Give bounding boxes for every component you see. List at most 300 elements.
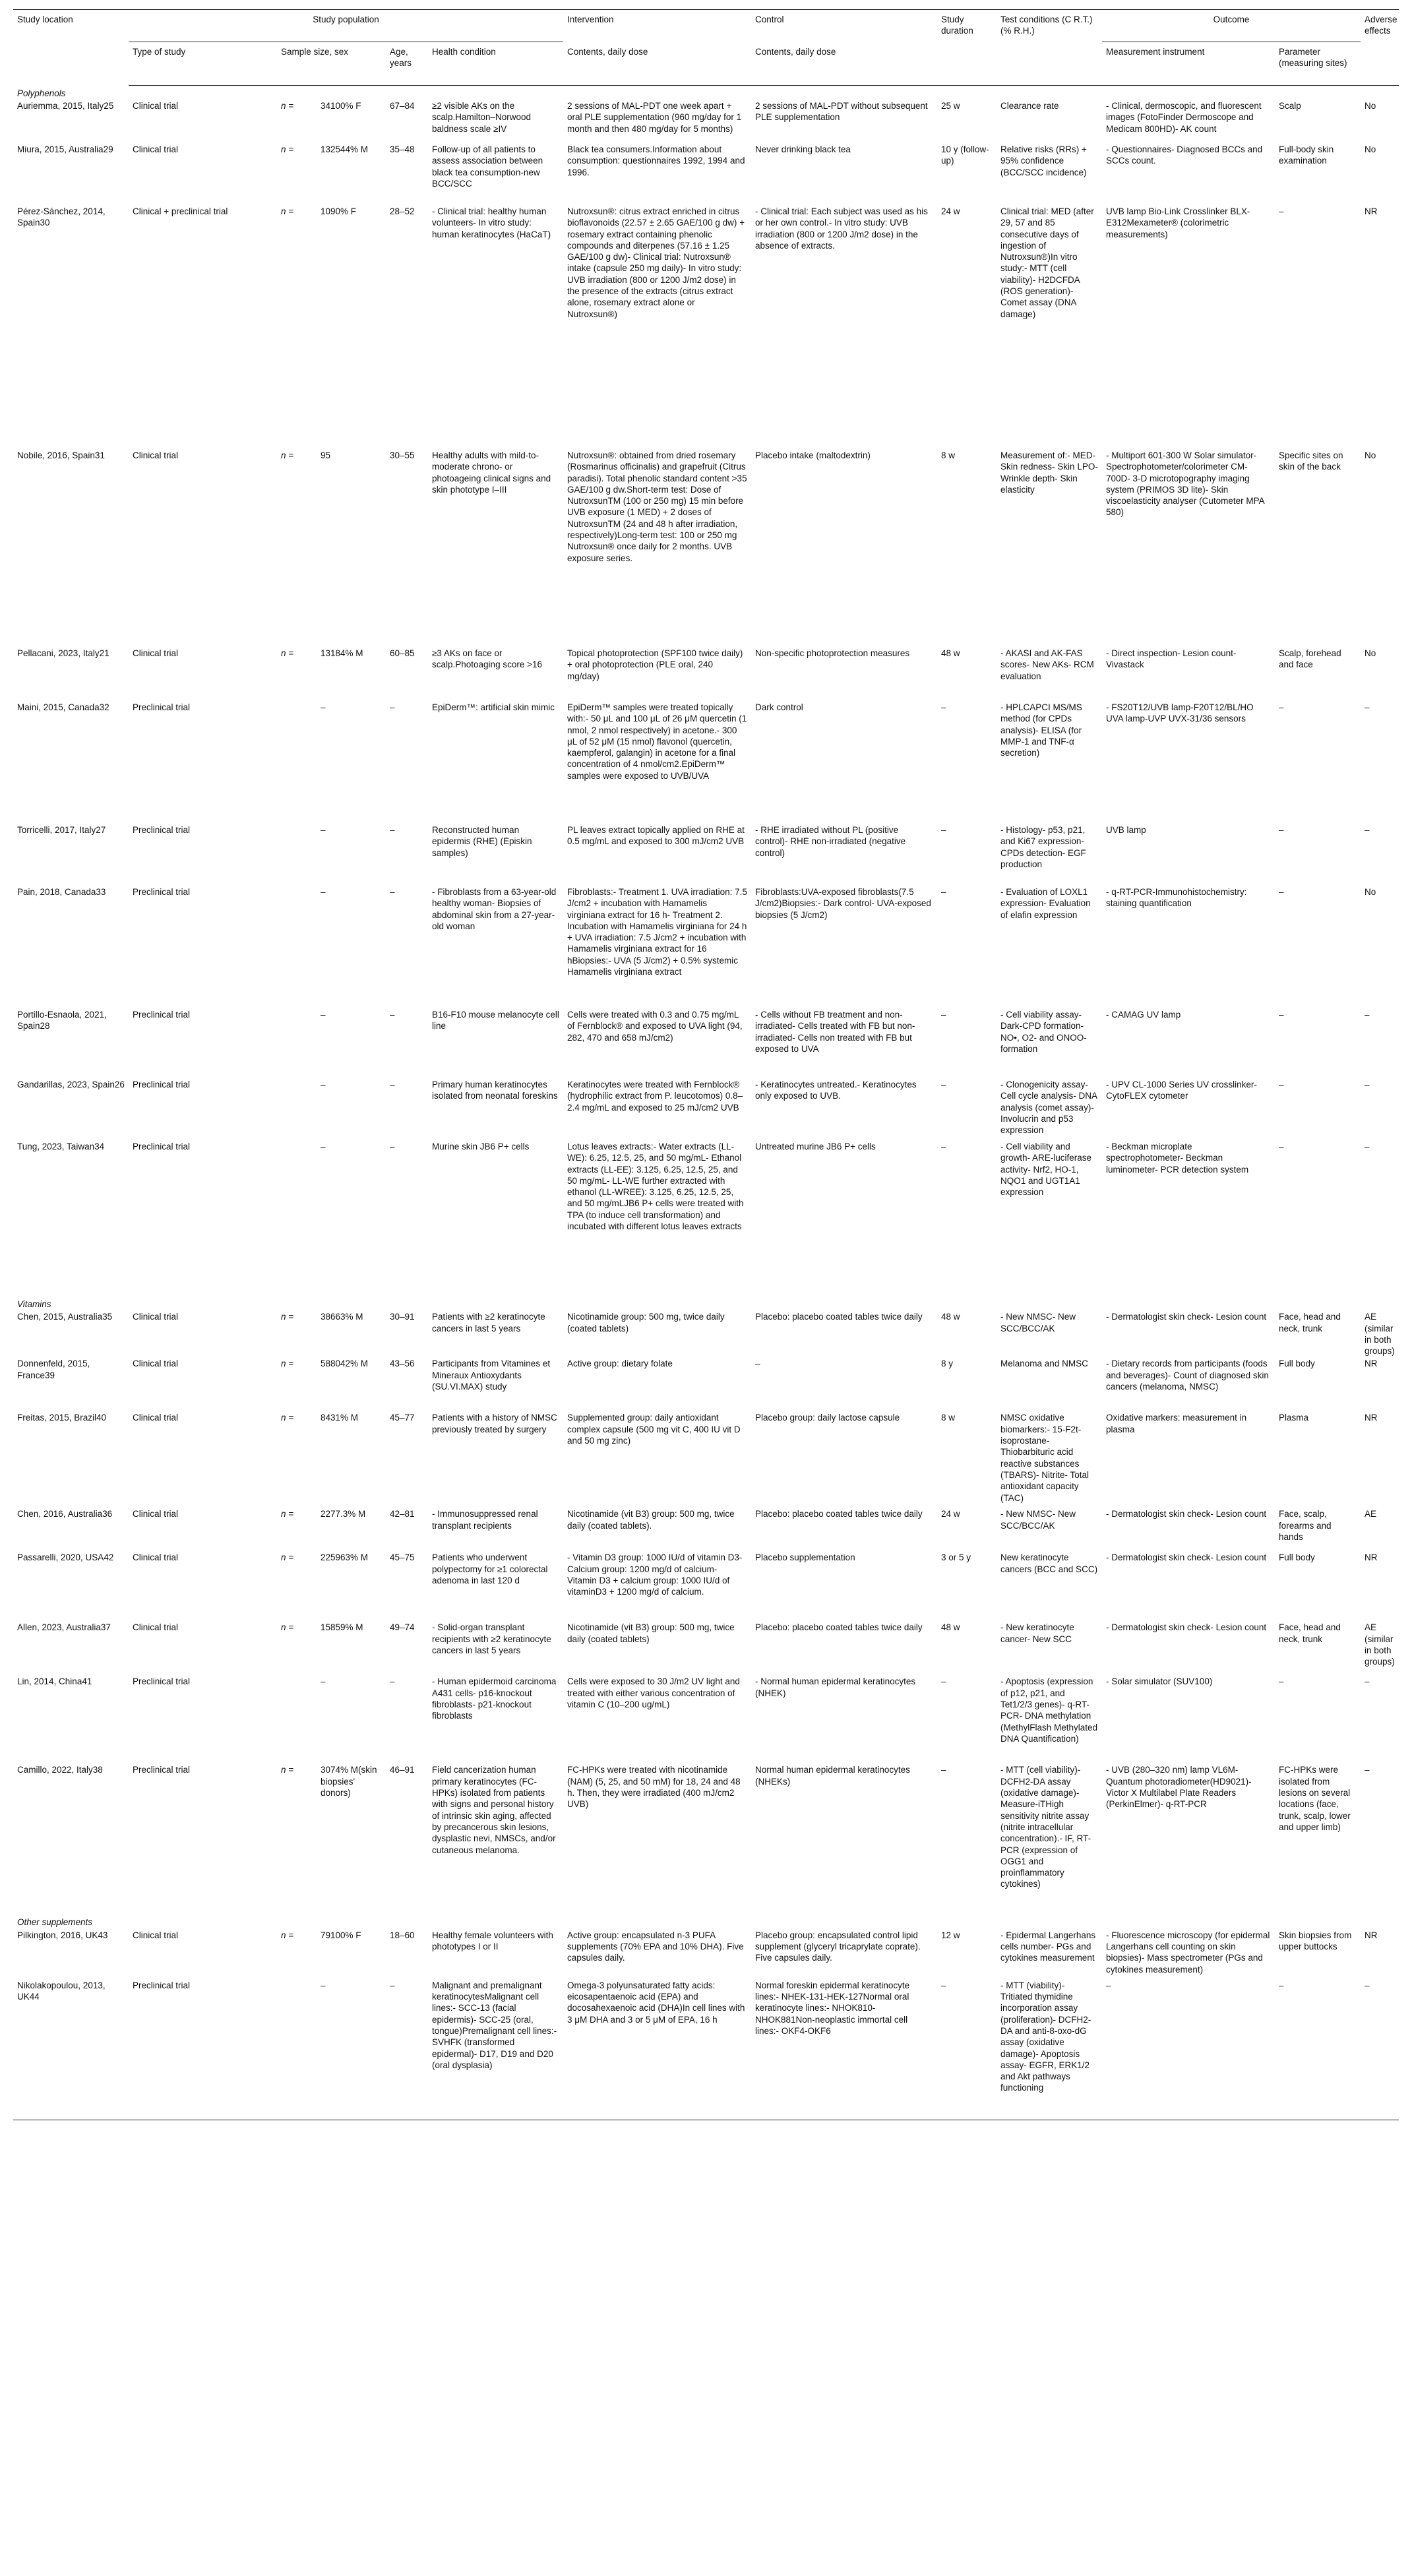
sample-size-value: 95: [321, 450, 331, 460]
control-cell: Placebo: placebo coated tables twice daily: [755, 1622, 923, 1633]
age-cell: 46–91: [390, 1765, 415, 1775]
adverse-effects-cell: No: [1365, 886, 1376, 897]
study-duration-cell: –: [941, 1765, 946, 1775]
parameter-cell: FC-HPKs were isolated from lesions on several locations (face, trunk, scalp, lower and upper limb): [1279, 1765, 1351, 1832]
intervention-cell: EpiDerm™ samples were treated topically with:- 50 μL and 100 μL of 26 μM quercetin (1 nmol, 2 nmol respectively) in acetone.- 300 μL of 52 μM (15 nmol) flavonol (quercetin, kaempferol, galangin) in acetone for a final concentration of 4 nmol/cm2.EpiDerm™ samples were exposed to UVB/UVA: [567, 702, 747, 781]
age-cell: –: [390, 1079, 395, 1089]
table-row: [13, 885, 1399, 1008]
control-cell: 2 sessions of MAL-PDT without subsequent PLE supplementation: [755, 100, 928, 123]
sample-size-cell: [277, 448, 386, 646]
table-row: [13, 1507, 1399, 1550]
intervention-cell: Cells were exposed to 30 J/m2 UV light and treated with either various concentration of vitamin C (10–200 ug/mL): [567, 1676, 740, 1710]
study-location-cell: Portillo-Esnaola, 2021, Spain28: [17, 1009, 107, 1031]
sample-size-value: 225963% M: [321, 1552, 369, 1563]
health-condition-cell: - Human epidermoid carcinoma A431 cells- p16-knockout fibroblasts- p21-knockout fibroblasts: [432, 1676, 557, 1721]
test-conditions-cell: - Cell viability assay- Dark-CPD formation- NO•, O2- and ONOO- formation: [1000, 1009, 1087, 1054]
control-cell: Placebo: placebo coated tables twice daily: [755, 1312, 923, 1322]
control-cell: - Cells without FB treatment and non-irradiated- Cells treated with FB but non-irradiated- Cells non treated with FB but exposed to UVA: [755, 1009, 915, 1054]
measurement-instrument-cell: - Beckman microplate spectrophotometer- Beckman luminometer- PCR detection system: [1106, 1141, 1249, 1175]
sample-size-cell: [277, 1978, 386, 2120]
adverse-effects-cell: No: [1365, 648, 1376, 658]
test-conditions-cell: - AKASI and AK-FAS scores- New AKs- RCM evaluation: [1000, 648, 1094, 681]
adverse-effects-cell: –: [1365, 1009, 1370, 1020]
age-cell: 42–81: [390, 1509, 415, 1519]
measurement-instrument-cell: - FS20T12/UVB lamp-F20T12/BL/HO UVA lamp-UVP UVX-31/36 sensors: [1106, 702, 1254, 724]
measurement-instrument-cell: UVB lamp Bio-Link Crosslinker BLX-E312Mexameter® (colorimetric measurements): [1106, 206, 1250, 239]
adverse-effects-cell: –: [1365, 1141, 1370, 1151]
control-cell: Dark control: [755, 702, 803, 712]
age-cell: –: [386, 1978, 428, 2120]
health-condition-cell: ≥2 visible AKs on the scalp.Hamilton–Norwood baldness scale ≥IV: [432, 100, 532, 134]
table-row: [13, 1411, 1399, 1507]
measurement-instrument-cell: - Fluorescence microscopy (for epidermal Langerhans cell counting on skin biopsies)- Mass spectrometer (PGs and cytokines measurement): [1106, 1930, 1270, 1975]
study-duration-cell: 24 w: [941, 1509, 960, 1519]
measurement-instrument-cell: Oxidative markers: measurement in plasma: [1106, 1413, 1247, 1434]
measurement-instrument-cell: –: [1102, 1978, 1275, 2120]
measurement-instrument-cell: - Dermatologist skin check- Lesion count: [1106, 1622, 1267, 1633]
sample-n-label: [281, 886, 321, 898]
age-cell: 45–75: [390, 1552, 415, 1563]
type-of-study-cell: Preclinical trial: [133, 886, 191, 897]
age-cell: 30–55: [390, 450, 415, 460]
study-duration-cell: –: [941, 1141, 946, 1151]
sample-size-cell: [277, 1620, 386, 1674]
type-of-study-cell: Clinical trial: [133, 648, 179, 658]
health-condition-cell: Healthy adults with mild-to-moderate chrono- or photoageing clinical signs and skin phototype I–III: [432, 450, 551, 495]
health-condition-cell: Healthy female volunteers with phototypes I or II: [432, 1930, 553, 1952]
test-conditions-cell: - New NMSC- New SCC/BCC/AK: [1000, 1509, 1076, 1531]
sample-size-cell: [277, 1674, 386, 1763]
sample-size-cell: [277, 1763, 386, 1915]
intervention-cell: FC-HPKs were treated with nicotinamide (NAM) (5, 25, and 50 mM) for 18, 24 and 48 h. Then, they were irradiated (400 mJ/cm2 UVB): [567, 1765, 741, 1810]
test-conditions-cell: Measurement of:- MED- Skin redness- Skin LPO- Wrinkle depth- Skin elasticity: [1000, 450, 1098, 495]
study-location-cell: Auriemma, 2015, Italy25: [17, 100, 114, 111]
age-cell: –: [390, 1141, 395, 1151]
section-title: Other supplements: [17, 1917, 93, 1928]
study-duration-cell: –: [941, 1676, 946, 1687]
sample-n-label: [281, 1079, 321, 1090]
measurement-instrument-cell: UVB lamp: [1106, 824, 1146, 835]
type-of-study-cell: Clinical trial: [133, 1413, 179, 1423]
parameter-cell: –: [1279, 206, 1284, 216]
control-cell: Fibroblasts:UVA-exposed fibroblasts(7.5 J/cm2)Biopsies:- Dark control- UVA-exposed biopsies (5 J/cm2): [755, 886, 931, 920]
parameter-cell: –: [1279, 1676, 1284, 1687]
measurement-instrument-cell: - Direct inspection- Lesion count- Vivastack: [1106, 648, 1237, 670]
type-of-study-cell: Clinical trial: [133, 100, 179, 111]
sample-size-value: 15859% M: [321, 1622, 363, 1633]
header-study-duration: Study duration: [937, 10, 997, 42]
sample-size-value: –: [321, 824, 326, 835]
sample-n-label: [281, 824, 321, 836]
age-cell: 45–77: [390, 1413, 415, 1423]
control-cell: Placebo group: encapsulated control lipid supplement (glyceryl tricaprylate coprate). Five capsules daily.: [755, 1930, 921, 1963]
sample-size-cell: [277, 1310, 386, 1357]
health-condition-cell: Follow-up of all patients to assess association between black tea consumption-new BCC/SCC: [432, 144, 543, 189]
sample-n-label: [281, 1141, 321, 1152]
header-measurement-instrument: Measurement instrument: [1102, 42, 1275, 86]
table-row: [13, 142, 1399, 204]
parameter-cell: Plasma: [1279, 1413, 1309, 1423]
header-intervention: Intervention: [563, 10, 751, 42]
header-study-location: Study location: [13, 10, 129, 86]
parameter-cell: –: [1279, 702, 1284, 712]
sample-size-value: 132544% M: [321, 144, 369, 154]
health-condition-cell: - Immunosuppressed renal transplant recipients: [432, 1509, 538, 1531]
health-condition-cell: Participants from Vitamines et Mineraux Antioxydants (SU.VI.MAX) study: [432, 1359, 551, 1392]
test-conditions-cell: - New NMSC- New SCC/BCC/AK: [1000, 1312, 1076, 1334]
intervention-cell: Nicotinamide (vit B3) group: 500 mg, twice daily (coated tablets).: [567, 1509, 735, 1531]
sample-n-label: n =: [281, 1359, 294, 1369]
age-cell: 43–56: [390, 1359, 415, 1369]
control-cell: Normal human epidermal keratinocytes (NHEKs): [755, 1765, 910, 1787]
health-condition-cell: ≥3 AKs on face or scalp.Photoaging score >16: [432, 648, 542, 670]
sample-size-cell: [277, 1140, 386, 1297]
intervention-cell: Cells were treated with 0.3 and 0.75 mg/mL of Fernblock® and exposed to UVA light (94, 282, 470 and 658 mJ/cm2): [567, 1009, 743, 1043]
age-cell: –: [390, 824, 395, 835]
control-cell: Placebo: placebo coated tables twice daily: [755, 1509, 923, 1519]
age-cell: –: [390, 1676, 395, 1687]
parameter-cell: Specific sites on skin of the back: [1279, 450, 1343, 472]
test-conditions-cell: - Clonogenicity assay- Cell cycle analysis- DNA analysis (comet assay)- Involucrin and p53 expression: [1000, 1079, 1097, 1136]
header-parameter: Parameter (measuring sites): [1275, 42, 1361, 86]
intervention-cell: Omega-3 polyunsaturated fatty acids: eicosapentaenoic acid (EPA) and docosahexaenoic acid (DHA)In cell lines with 3 μM DHA and 3 or 5 μM of EPA, 16 h: [563, 1978, 751, 2120]
intervention-cell: Nutroxsun®: citrus extract enriched in citrus bioflavonoids (22.57 ± 2.65 GAE/100 g dw) + rosemary extract containing phenolic compounds and diterpenes (57.16 ± 1.25 GAE/100 g dw)- Clinical trial: Nutroxsun® intake (capsule 250 mg daily)- In vitro study: UVB irradiation (800 or 1200 J/m2 dose) in the presence of the extracts (citrus extract alone, rosemary extract alone or Nutroxsun®): [567, 206, 745, 319]
type-of-study-cell: Clinical trial: [133, 1552, 179, 1563]
sample-n-label: n =: [281, 648, 294, 658]
sample-size-cell: [277, 1008, 386, 1078]
measurement-instrument-cell: - q-RT-PCR-Immunohistochemistry: staining quantification: [1106, 886, 1247, 909]
test-conditions-cell: - Cell viability and growth- ARE-luciferase activity- Nrf2, HO-1, NQO1 and UGT1A1 expression: [1000, 1141, 1092, 1198]
test-conditions-cell: - Epidermal Langerhans cells number- PGs and cytokines measurement: [1000, 1930, 1096, 1963]
sample-n-label: [281, 1676, 321, 1687]
sample-size-cell: [277, 1928, 386, 1978]
sample-size-cell: [277, 142, 386, 204]
header-adverse-effects: Adverse effects: [1361, 10, 1399, 42]
parameter-cell: Full-body skin examination: [1279, 144, 1334, 166]
table-row: [13, 1140, 1399, 1297]
sample-size-value: 34100% F: [321, 100, 361, 111]
parameter-cell: –: [1279, 824, 1284, 835]
header-health-condition: Health condition: [428, 42, 563, 86]
study-duration-cell: 48 w: [941, 648, 960, 658]
test-conditions-cell: New keratinocyte cancers (BCC and SCC): [1000, 1552, 1098, 1574]
adverse-effects-cell: AE (similar in both groups): [1365, 1622, 1395, 1667]
sample-size-cell: [277, 646, 386, 700]
study-duration-cell: 24 w: [941, 206, 960, 216]
sample-n-label: n =: [281, 1765, 294, 1775]
test-conditions-cell: - Evaluation of LOXL1 expression- Evaluation of elafin expression: [1000, 886, 1091, 920]
sample-size-cell: [277, 1078, 386, 1140]
age-cell: 60–85: [390, 648, 415, 658]
header-sample-size: Sample size, sex: [277, 42, 386, 86]
section-row: [13, 1915, 1399, 1928]
header-age: Age, years: [386, 42, 428, 86]
table-row: [13, 204, 1399, 448]
table-row: [13, 1620, 1399, 1674]
parameter-cell: Scalp: [1279, 100, 1301, 111]
adverse-effects-cell: –: [1365, 824, 1370, 835]
type-of-study-cell: Clinical trial: [133, 1622, 179, 1633]
control-cell: Placebo supplementation: [755, 1552, 855, 1563]
sample-size-cell: [277, 204, 386, 448]
control-cell: Placebo intake (maltodextrin): [755, 450, 871, 460]
study-duration-cell: 3 or 5 y: [941, 1552, 971, 1563]
intervention-cell: Keratinocytes were treated with Fernblock® (hydrophilic extract from P. leucotomos) 0.8–2.4 mg/mL and exposed to 25 mJ/cm2 UVB: [567, 1079, 743, 1113]
measurement-instrument-cell: - Dermatologist skin check- Lesion count: [1106, 1312, 1267, 1322]
study-duration-cell: 8 y: [941, 1359, 954, 1369]
adverse-effects-cell: NR: [1365, 1930, 1378, 1940]
header-test-conditions: Test conditions (C R.T.) (% R.H.): [997, 10, 1102, 42]
table-wrapper: [13, 9, 1399, 2120]
intervention-cell: Supplemented group: daily antioxidant complex capsule (500 mg vit C, 400 IU vit D and 50 mg zinc): [567, 1413, 741, 1446]
test-conditions-cell: Clearance rate: [1000, 100, 1059, 111]
study-duration-cell: –: [941, 702, 946, 712]
table-row: [13, 1357, 1399, 1411]
type-of-study-cell: Preclinical trial: [133, 1141, 191, 1151]
type-of-study-cell: Clinical + preclinical trial: [133, 206, 228, 216]
study-location-cell: Nobile, 2016, Spain31: [17, 450, 105, 460]
type-of-study-cell: Clinical trial: [133, 1359, 179, 1369]
table-row: [13, 448, 1399, 646]
test-conditions-cell: - Histology- p53, p21, and Ki67 expression- CPDs detection- EGF production: [1000, 824, 1086, 869]
sample-size-cell: [277, 1507, 386, 1550]
adverse-effects-cell: NR: [1365, 1552, 1378, 1563]
intervention-cell: Nutroxsun®: obtained from dried rosemary (Rosmarinus officinalis) and grapefruit (Citrus paradisi). Total phenolic standard content >35 GAE/100 g dw.Short-term test: Dose of NutroxsunTM (100 or 250 mg) 15 min before UVB exposure (1 MED) + 2 doses of NutroxsunTM (24 and 48 h after irradiation, respectively)Long-term test: 100 or 250 mg Nutroxsun® once daily for 2 months. UVB exposure series.: [567, 450, 747, 563]
section-row: [13, 85, 1399, 99]
adverse-effects-cell: AE (similar in both groups): [1365, 1312, 1395, 1357]
study-location-cell: Gandarillas, 2023, Spain26: [17, 1079, 125, 1089]
table-row: [13, 646, 1399, 700]
table-row: [13, 1763, 1399, 1915]
control-cell: Non-specific photoprotection measures: [755, 648, 910, 658]
adverse-effects-cell: –: [1365, 702, 1370, 712]
type-of-study-cell: Preclinical trial: [133, 1765, 191, 1775]
age-cell: 67–84: [390, 100, 415, 111]
adverse-effects-cell: –: [1365, 1079, 1370, 1089]
sample-n-label: [281, 702, 321, 713]
study-location-cell: Maini, 2015, Canada32: [17, 702, 109, 712]
study-location-cell: Pérez-Sánchez, 2014, Spain30: [17, 206, 106, 228]
study-duration-cell: –: [937, 1978, 997, 2120]
sample-size-cell: [277, 1550, 386, 1620]
adverse-effects-cell: –: [1365, 1676, 1370, 1687]
parameter-cell: Face, head and neck, trunk: [1279, 1312, 1341, 1334]
table-row: [13, 1008, 1399, 1078]
test-conditions-cell: - Apoptosis (expression of p12, p21, and Tet1/2/3 genes)- q-RT-PCR- DNA methylation (MethylFlash Methylated DNA Quantification): [1000, 1676, 1098, 1744]
sample-n-label: n =: [281, 1930, 294, 1940]
table-row: [13, 1310, 1399, 1357]
control-cell: - Clinical trial: Each subject was used as his or her own control.- In vitro study: UVB irradiation (800 or 1200 J/m2 dose) in the absence of extracts.: [755, 206, 928, 251]
intervention-cell: Active group: encapsulated n-3 PUFA supplements (70% EPA and 10% DHA). Five capsules daily.: [567, 1930, 744, 1963]
study-location-cell: Donnenfeld, 2015, France39: [17, 1359, 90, 1380]
adverse-effects-cell: No: [1365, 144, 1376, 154]
measurement-instrument-cell: - UVB (280–320 nm) lamp VL6M- Quantum photoradiometer(HD9021)- Victor X Multilabel Plate Readers (PerkinElmer)- q-RT-PCR: [1106, 1765, 1252, 1810]
table-row: [13, 700, 1399, 823]
table-row: [13, 1674, 1399, 1763]
sample-n-label: n =: [281, 100, 294, 111]
intervention-cell: Lotus leaves extracts:- Water extracts (LL-WE): 6.25, 12.5, 25, and 50 mg/mL- Ethanol extracts (LL-EE): 3.125, 6.25, 12.5, 25, and 50 mg/mL- LL-WE further extracted with ethanol (LL-WREE): 3.125, 6.25, 12.5, 25, and 50 mg/mLJB6 P+ cells were treated with TPA (to induce cell transformation) and incubated with different lotus leaves extracts: [567, 1141, 744, 1232]
health-condition-cell: - Fibroblasts from a 63-year-old healthy woman- Biopsies of abdominal skin from a 27-year-old woman: [432, 886, 557, 931]
type-of-study-cell: Preclinical trial: [133, 1676, 191, 1687]
study-duration-cell: 12 w: [941, 1930, 960, 1940]
study-location-cell: Allen, 2023, Australia37: [17, 1622, 111, 1633]
intervention-cell: - Vitamin D3 group: 1000 IU/d of vitamin D3- Calcium group: 1200 mg/d of calcium- Vitamin D3 + calcium group: 1000 IU/d of vitaminD3 + 1200 mg/d of calcium.: [567, 1552, 743, 1597]
type-of-study-cell: Preclinical trial: [133, 1079, 191, 1089]
sample-size-value: –: [321, 1980, 326, 1990]
adverse-effects-cell: NR: [1365, 1413, 1378, 1423]
intervention-cell: Nicotinamide (vit B3) group: 500 mg, twice daily (coated tablets): [567, 1622, 735, 1644]
health-condition-cell: - Clinical trial: healthy human volunteers- In vitro study: human keratinocytes (HaCaT): [432, 206, 551, 239]
parameter-cell: Scalp, forehead and face: [1279, 648, 1341, 670]
intervention-cell: Topical photoprotection (SPF100 twice daily) + oral photoprotection (PLE oral, 240 mg/day): [567, 648, 743, 681]
control-cell: Normal foreskin epidermal keratinocyte lines:- NHEK-131-HEK-127Normal oral keratinocyte lines:- NHOK810-NHOK881Non-neoplastic immortal cell lines:- OKF4-OKF6: [751, 1978, 937, 2120]
health-condition-cell: Patients with a history of NMSC previously treated by surgery: [432, 1413, 557, 1434]
measurement-instrument-cell: - Solar simulator (SUV100): [1106, 1676, 1213, 1687]
section-title: Vitamins: [17, 1299, 51, 1309]
sample-size-value: –: [321, 1009, 326, 1020]
sample-n-label: n =: [281, 1312, 294, 1322]
study-duration-cell: 48 w: [941, 1312, 960, 1322]
study-location-cell: Nikolakopoulou, 2013, UK44: [13, 1978, 129, 2120]
type-of-study-cell: Preclinical trial: [129, 1978, 277, 2120]
study-duration-cell: –: [941, 1009, 946, 1020]
section-title: Polyphenols: [17, 88, 66, 98]
table-body: [13, 85, 1399, 2120]
sample-size-cell: [277, 885, 386, 1008]
header-study-population: Study population: [129, 10, 563, 42]
section-row: [13, 1297, 1399, 1310]
age-cell: –: [390, 702, 395, 712]
study-location-cell: Camillo, 2022, Italy38: [17, 1765, 103, 1775]
study-location-cell: Passarelli, 2020, USA42: [17, 1552, 114, 1563]
sample-size-value: 8431% M: [321, 1413, 359, 1423]
intervention-cell: 2 sessions of MAL-PDT one week apart + oral PLE supplementation (960 mg/day for 1 month and then 480 mg/day for 5 months): [567, 100, 742, 134]
header-control: Control: [751, 10, 937, 42]
measurement-instrument-cell: - Dermatologist skin check- Lesion count: [1106, 1552, 1267, 1563]
health-condition-cell: Malignant and premalignant keratinocytesMalignant cell lines:- SCC-13 (facial epidermis)- SCC-25 (oral, tongue)Premalignant cell lines:- SVHFK (transformed epidermal)- D17, D19 and D20 (oral dysplasia): [428, 1978, 563, 2120]
adverse-effects-cell: –: [1365, 1765, 1370, 1775]
sample-size-value: 79100% F: [321, 1930, 361, 1940]
test-conditions-cell: NMSC oxidative biomarkers:- 15-F2t-isoprostane- Thiobarbituric acid reactive substances (TBARS)- Nitrite- Total antioxidant capacity (TAC): [1000, 1413, 1090, 1503]
study-location-cell: Torricelli, 2017, Italy27: [17, 824, 106, 835]
study-table: [13, 9, 1399, 2120]
sample-n-label: n =: [281, 1509, 294, 1519]
sample-n-label: n =: [281, 144, 294, 154]
type-of-study-cell: Clinical trial: [133, 144, 179, 154]
intervention-cell: PL leaves extract topically applied on RHE at 0.5 mg/mL and exposed to 300 mJ/cm2 UVB: [567, 824, 745, 847]
adverse-effects-cell: AE: [1365, 1509, 1377, 1519]
header-outcome: Outcome: [1102, 10, 1361, 42]
sample-size-value: –: [321, 886, 326, 897]
health-condition-cell: EpiDerm™: artificial skin mimic: [432, 702, 555, 712]
parameter-cell: Face, head and neck, trunk: [1279, 1622, 1341, 1644]
intervention-cell: Fibroblasts:- Treatment 1. UVA irradiation: 7.5 J/cm2 + incubation with Hamamelis virginiana extract for 16 h- Treatment 2. Incubation with Hamamelis virginiana for 24 h + UVA irradiation: 7.5 J/cm2 + incubation with Hamamelis virginiana extract for 16 hBiopsies:- UVA (5 J/cm2) + 0.5% systemic Hamamelis virginiana extract: [567, 886, 747, 977]
sample-size-value: 1090% F: [321, 206, 357, 216]
sample-n-label: n =: [281, 206, 294, 216]
sample-n-label: n =: [281, 1552, 294, 1563]
table-row: [13, 1550, 1399, 1620]
sample-size-cell: [277, 823, 386, 885]
control-cell: Placebo group: daily lactose capsule: [755, 1413, 900, 1423]
intervention-cell: Active group: dietary folate: [567, 1359, 673, 1369]
study-duration-cell: 8 w: [941, 450, 956, 460]
sample-n-label: [281, 1980, 321, 1991]
study-location-cell: Miura, 2015, Australia29: [17, 144, 113, 154]
test-conditions-cell: - New keratinocyte cancer- New SCC: [1000, 1622, 1074, 1644]
sample-size-value: 3074% M(skin biopsies' donors): [321, 1765, 377, 1798]
age-cell: –: [390, 886, 395, 897]
study-location-cell: Chen, 2016, Australia36: [17, 1509, 113, 1519]
measurement-instrument-cell: - Multiport 601-300 W Solar simulator- Spectrophotometer/colorimeter CM-700D- 3-D microtopography imaging system (PRIMOS 3D lite)- Skin viscoelasticity analyser (Cutometer MPA 580): [1106, 450, 1264, 518]
parameter-cell: Full body: [1279, 1359, 1315, 1369]
header-control-contents: Contents, daily dose: [751, 42, 937, 86]
study-location-cell: Freitas, 2015, Brazil40: [17, 1413, 107, 1423]
type-of-study-cell: Preclinical trial: [133, 824, 191, 835]
age-cell: 28–52: [390, 206, 415, 216]
sample-size-cell: [277, 99, 386, 142]
type-of-study-cell: Preclinical trial: [133, 1009, 191, 1020]
sample-n-label: n =: [281, 450, 294, 460]
type-of-study-cell: Clinical trial: [133, 1509, 179, 1519]
study-duration-cell: 10 y (follow-up): [941, 144, 989, 166]
study-location-cell: Lin, 2014, China41: [17, 1676, 92, 1687]
health-condition-cell: Patients with ≥2 keratinocyte cancers in last 5 years: [432, 1312, 545, 1334]
age-cell: 18–60: [390, 1930, 415, 1940]
control-cell: - Keratinocytes untreated.- Keratinocytes only exposed to UVB.: [755, 1079, 917, 1101]
sample-n-label: n =: [281, 1622, 294, 1633]
test-conditions-cell: Relative risks (RRs) + 95% confidence (BCC/SCC incidence): [1000, 144, 1087, 177]
age-cell: 49–74: [390, 1622, 415, 1633]
study-duration-cell: –: [941, 1079, 946, 1089]
control-cell: –: [755, 1359, 760, 1369]
adverse-effects-cell: No: [1365, 100, 1376, 111]
parameter-cell: –: [1279, 1079, 1284, 1089]
measurement-instrument-cell: - Clinical, dermoscopic, and fluorescent images (FotoFinder Dermoscope and Medicam 800HD)- AK count: [1106, 100, 1262, 134]
intervention-cell: Black tea consumers.Information about consumption: questionnaires 1992, 1994 and 1996.: [567, 144, 745, 177]
study-location-cell: Pain, 2018, Canada33: [17, 886, 106, 897]
sample-n-label: [281, 1009, 321, 1020]
header-intervention-contents: Contents, daily dose: [563, 42, 751, 86]
test-conditions-cell: Melanoma and NMSC: [1000, 1359, 1088, 1369]
study-duration-cell: 8 w: [941, 1413, 956, 1423]
health-condition-cell: Murine skin JB6 P+ cells: [432, 1141, 530, 1151]
header-row-1: [13, 10, 1399, 42]
sample-size-value: –: [321, 1141, 326, 1151]
header-type-of-study: Type of study: [129, 42, 277, 86]
parameter-cell: –: [1275, 1978, 1361, 2120]
type-of-study-cell: Clinical trial: [133, 450, 179, 460]
study-duration-cell: 48 w: [941, 1622, 960, 1633]
sample-size-value: 38663% M: [321, 1312, 363, 1322]
measurement-instrument-cell: - Dietary records from participants (foods and beverages)- Count of diagnosed skin cancers (melanoma, NMSC): [1106, 1359, 1269, 1392]
control-cell: - RHE irradiated without PL (positive control)- RHE non-irradiated (negative control): [755, 824, 906, 858]
measurement-instrument-cell: - Questionnaires- Diagnosed BCCs and SCCs count.: [1106, 144, 1263, 166]
health-condition-cell: B16-F10 mouse melanocyte cell line: [432, 1009, 559, 1031]
type-of-study-cell: Clinical trial: [133, 1930, 179, 1940]
measurement-instrument-cell: - Dermatologist skin check- Lesion count: [1106, 1509, 1267, 1519]
sample-size-value: 2277.3% M: [321, 1509, 366, 1519]
adverse-effects-cell: NR: [1365, 1359, 1378, 1369]
control-cell: Never drinking black tea: [755, 144, 851, 154]
study-location-cell: Pilkington, 2016, UK43: [17, 1930, 108, 1940]
control-cell: - Normal human epidermal keratinocytes (NHEK): [755, 1676, 916, 1698]
sample-size-value: 588042% M: [321, 1359, 369, 1369]
sample-size-value: 13184% M: [321, 648, 363, 658]
adverse-effects-cell: –: [1361, 1978, 1399, 2120]
age-cell: 35–48: [390, 144, 415, 154]
age-cell: –: [390, 1009, 395, 1020]
health-condition-cell: Primary human keratinocytes isolated from neonatal foreskins: [432, 1079, 558, 1101]
